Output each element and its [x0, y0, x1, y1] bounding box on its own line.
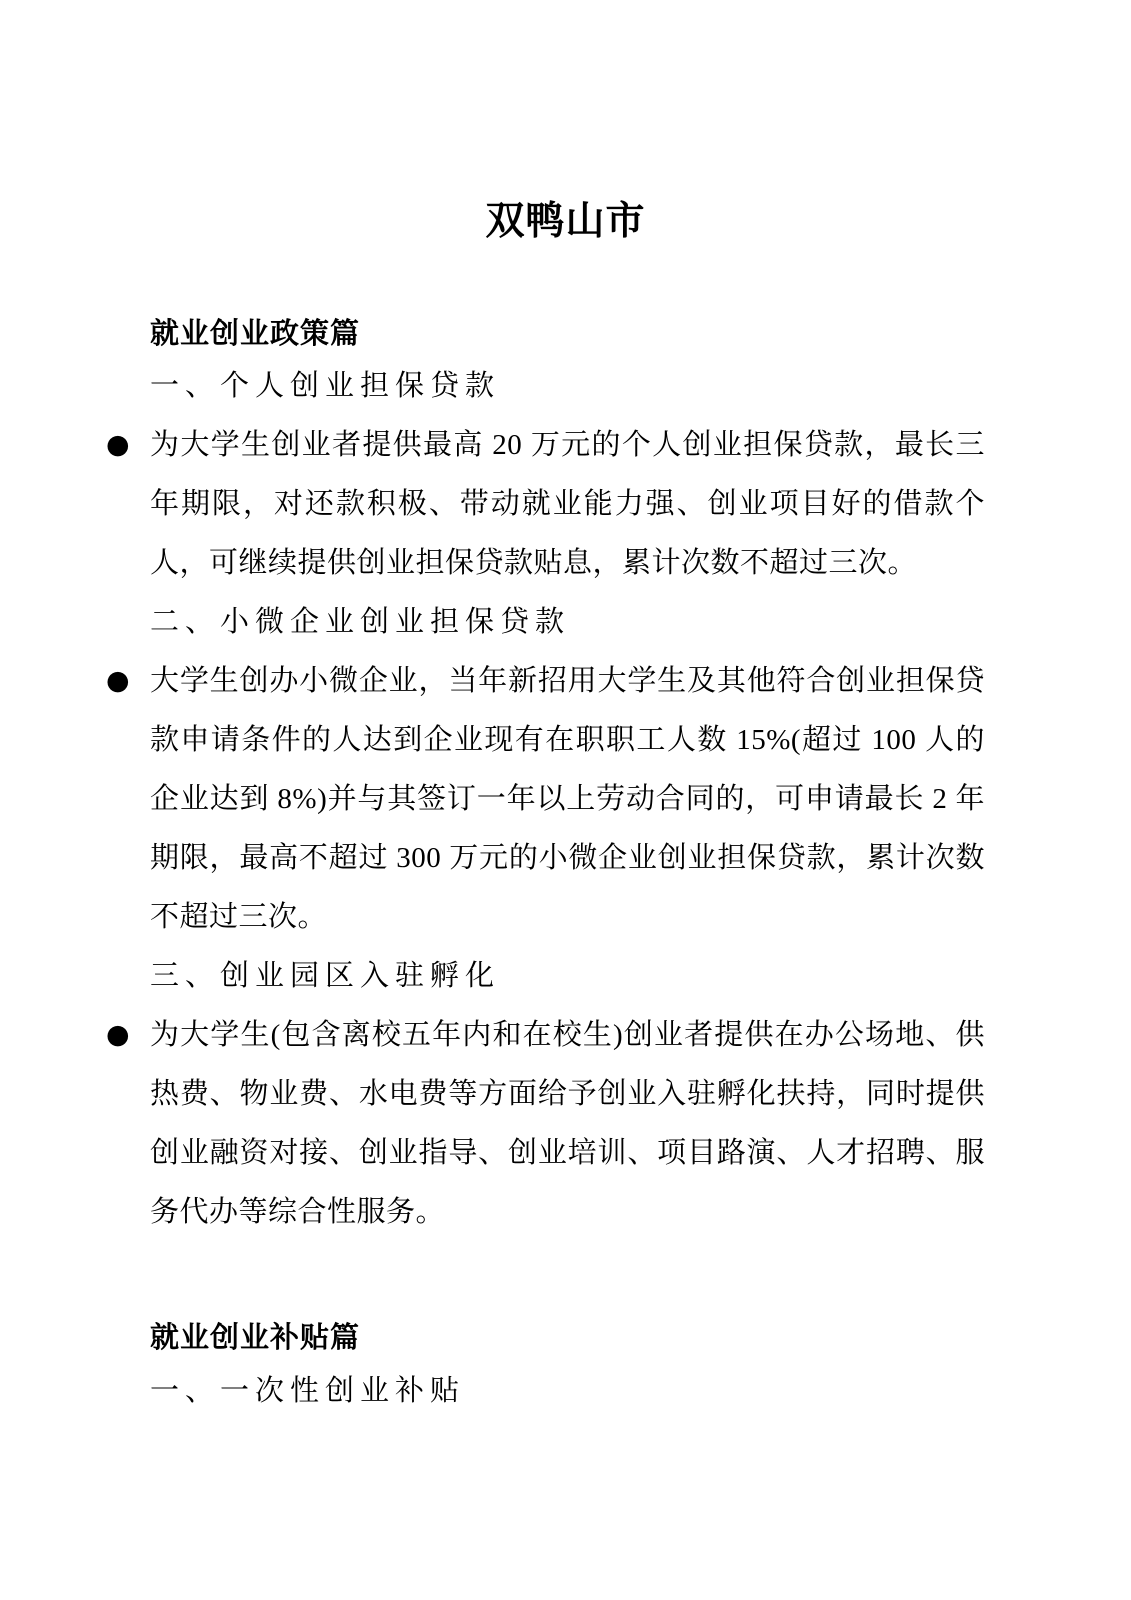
section-heading-policy: 就业创业政策篇: [150, 318, 361, 350]
paragraph-text: 为大学生(包含离校五年内和在校生)创业者提供在办公场地、供热费、物业费、水电费等方面给予创业入驻孵化扶持，同时提供创业融资对接、创业指导、创业培训、项目路演、人才招聘、服务代办等综合性服务。: [150, 1019, 985, 1228]
section-heading-subsidy: 就业创业补贴篇: [150, 1322, 361, 1354]
subheading-small-enterprise-loan: 二、小微企业创业担保贷款: [150, 606, 571, 638]
document-title: 双鸭山市: [485, 200, 646, 243]
subheading-incubation-park: 三、创业园区入驻孵化: [150, 960, 501, 992]
bullet-icon: ●: [106, 1019, 130, 1050]
paragraph-text: 为大学生创业者提供最高 20 万元的个人创业担保贷款，最长三年期限，对还款积极、带动就业能力强、创业项目好的借款个人，可继续提供创业担保贷款贴息，累计次数不超过三次。: [150, 429, 985, 579]
bullet-icon: ●: [106, 429, 130, 460]
bullet-icon: ●: [106, 665, 130, 696]
subheading-one-time-subsidy: 一、一次性创业补贴: [150, 1375, 466, 1407]
bullet-paragraph-incubation-park: [106, 1006, 985, 1242]
policy-section-body: [106, 357, 985, 1242]
bullet-paragraph-personal-loan: [106, 416, 985, 593]
paragraph-text: 大学生创办小微企业，当年新招用大学生及其他符合创业担保贷款申请条件的人达到企业现有在职职工人数 15%(超过 100 人的企业达到 8%)并与其签订一年以上劳动合同的，可申请最长 2 年期限，最高不超过 300 万元的小微企业创业担保贷款，累计次数不超过三次。: [150, 665, 985, 933]
subheading-personal-loan: 一、个人创业担保贷款: [150, 370, 501, 402]
bullet-paragraph-small-enterprise-loan: [106, 652, 985, 947]
